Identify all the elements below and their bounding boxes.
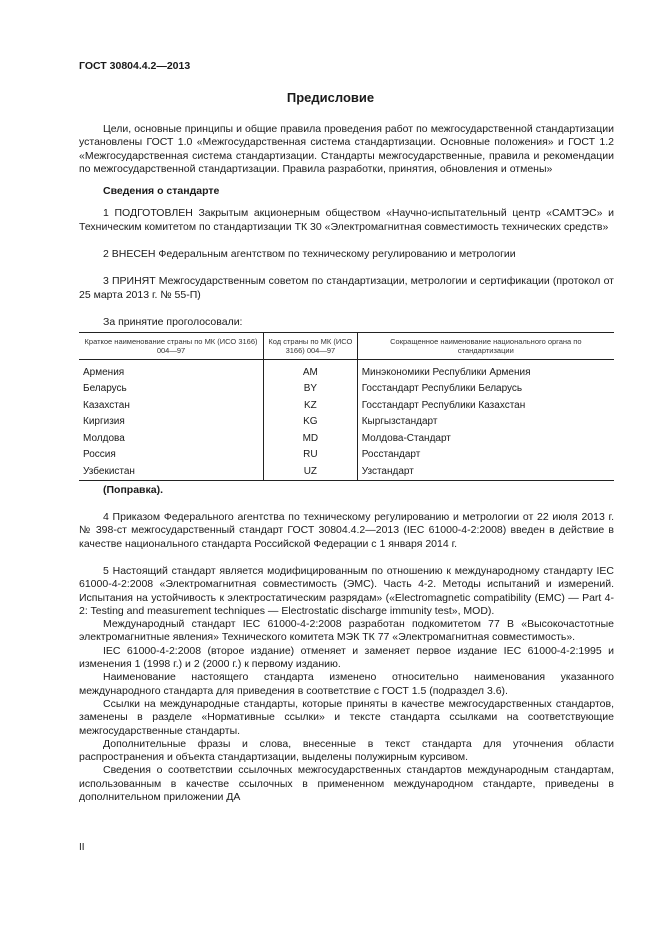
national-body: Минэкономики Республики Армения (357, 360, 614, 381)
national-body: Госстандарт Республики Беларусь (357, 381, 614, 398)
item-5: 5 Настоящий стандарт является модифицированным по отношению к международному стандарту IEC 61000-4-2:2008 «Электромагнитная совместимость (ЭМС). Часть 4-2. Методы испытаний и измерений. Испытания на устойчивость к электростатическим разрядам» («Electromagnetic compatibility (EMC) — Part 4-2: Testing and measurement techniques — Electrostatic discharge immunity test», MOD). (79, 564, 614, 617)
country-code: KZ (264, 397, 358, 414)
national-body: Узстандарт (357, 463, 614, 480)
table-row (79, 381, 614, 398)
page-number: II (79, 842, 85, 853)
section-heading: Сведения о стандарте (103, 185, 220, 198)
header-national-body: Сокращенное наименование национального органа по стандартизации (357, 333, 614, 360)
item-4: 4 Приказом Федерального агентства по техническому регулированию и метрологии от 22 июля 2013 г. № 398-ст межгосударственный стандарт ГОСТ 30804.4.2—2013 (IEC 61000-4-2:2008) введен в действие в качестве национального стандарта Российской Федерации с 1 января 2014 г. (79, 511, 614, 550)
table-row (79, 447, 614, 464)
header-country-code: Код страны по МК (ИСО 3166) 004—97 (264, 333, 358, 360)
country-name: Киргизия (83, 416, 125, 428)
country-code: MD (264, 430, 358, 447)
document-code: ГОСТ 30804.4.2—2013 (79, 60, 191, 72)
country-code: RU (264, 447, 358, 464)
table-row (79, 360, 614, 381)
country-name: Армения (83, 366, 125, 378)
country-name: Беларусь (83, 383, 127, 395)
national-body: Госстандарт Республики Казахстан (357, 397, 614, 414)
national-body: Росстандарт (357, 447, 614, 464)
table-row (79, 463, 614, 480)
table-row (79, 397, 614, 414)
country-code: KG (264, 414, 358, 431)
country-code: BY (264, 381, 358, 398)
amendment-note: (Поправка). (103, 483, 164, 496)
paragraph-correspondence: Сведения о соответствии ссылочных межгосударственных стандартов международным стандартам, использованным в качестве ссылочных в примененном международном стандарте, приведены в дополнительном приложении ДА (79, 764, 614, 803)
header-country-name: Краткое наименование страны по МК (ИСО 3166) 004—97 (79, 333, 264, 360)
country-name: Узбекистан (79, 463, 264, 480)
national-body: Кыргызстандарт (357, 414, 614, 431)
paragraph-edition: IEC 61000-4-2:2008 (второе издание) отменяет и заменяет первое издание IEC 61000-4-2:1995 и изменения 1 (1998 г.) и 2 (2000 г.) к первому изданию. (79, 644, 614, 671)
national-body: Молдова-Стандарт (357, 430, 614, 447)
paragraph-additions: Дополнительные фразы и слова, внесенные в текст стандарта для уточнения области распространения и объекта стандартизации, выделены полужирным курсивом. (79, 737, 614, 764)
document-body (79, 123, 614, 804)
item-2: 2 ВНЕСЕН Федеральным агентством по техническому регулированию и метрологии (103, 248, 516, 261)
country-code: UZ (264, 463, 358, 480)
country-code: AM (264, 360, 358, 381)
table-row (79, 414, 614, 431)
country-name: Молдова (83, 432, 125, 444)
country-name: Казахстан (83, 399, 130, 411)
voting-table (79, 332, 614, 481)
table-header-row (79, 333, 614, 360)
page-title: Предисловие (286, 90, 375, 105)
item-1: 1 ПОДГОТОВЛЕН Закрытым акционерным обществом «Научно-испытательный центр «САМТЭС» и Техническим комитетом по стандартизации ТК 30 «Электромагнитная совместимость технических средств» (79, 207, 614, 233)
paragraph-references: Ссылки на международные стандарты, которые приняты в качестве межгосударственных стандартов, заменены в разделе «Нормативные ссылки» и тексте стандарта ссылками на соответствующие межгосударственные стандарты. (79, 697, 614, 737)
paragraph-origin: Международный стандарт IEC 61000-4-2:2008 разработан подкомитетом 77 В «Высокочастотные электромагнитные явления» Технического комитета МЭК ТК 77 «Электромагнитная совместимость». (79, 618, 614, 644)
country-name: Россия (83, 449, 116, 461)
item-3: 3 ПРИНЯТ Межгосударственным советом по стандартизации, метрологии и сертификации (протокол от 25 марта 2013 г. № 55-П) (79, 275, 614, 301)
table-row (79, 430, 614, 447)
vote-intro: За принятие проголосовали: (103, 315, 243, 328)
paragraph-title-change: Наименование настоящего стандарта изменено относительно наименования указанного международного стандарта для приведения в соответствие с ГОСТ 1.5 (подраздел 3.6). (79, 671, 614, 697)
intro-paragraph: Цели, основные принципы и общие правила проведения работ по межгосударственной стандартизации установлены ГОСТ 1.0 «Межгосударственная система стандартизации. Основные положения» и ГОСТ 1.2 «Межгосударственная система стандартизации. Стандарты межгосударственные, правила и рекомендации по межгосударственной стандартизации. Правила разработки, принятия, обновления и отмены» (79, 123, 614, 175)
